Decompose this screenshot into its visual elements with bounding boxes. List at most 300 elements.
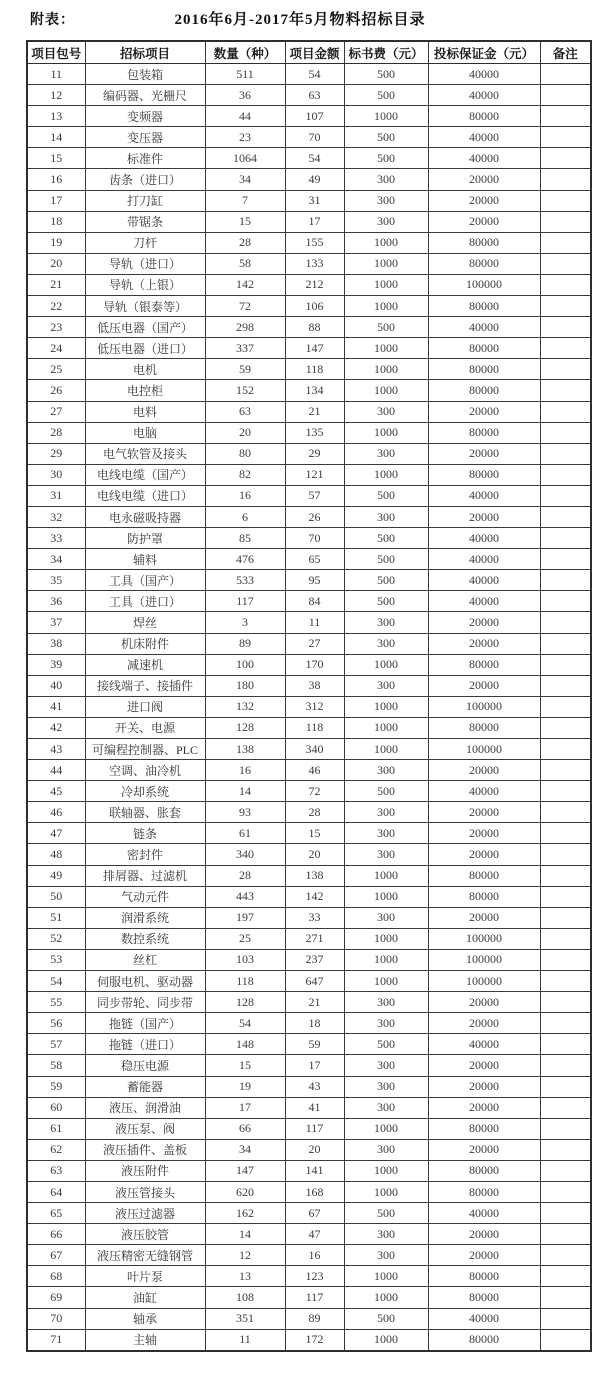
cell-quantity: 20 (205, 422, 285, 443)
cell-remark (540, 1055, 591, 1076)
cell-doc-fee: 1000 (344, 696, 428, 717)
cell-quantity: 337 (205, 338, 285, 359)
cell-remark (540, 949, 591, 970)
cell-doc-fee: 500 (344, 64, 428, 85)
table-row (27, 1118, 591, 1139)
cell-doc-fee: 300 (344, 169, 428, 190)
cell-remark (540, 190, 591, 211)
cell-doc-fee: 1000 (344, 1266, 428, 1287)
cell-project-name: 密封件 (85, 844, 205, 865)
cell-deposit: 80000 (428, 253, 540, 274)
cell-remark (540, 317, 591, 338)
cell-remark (540, 928, 591, 949)
cell-package-no: 16 (27, 169, 85, 190)
cell-package-no: 12 (27, 85, 85, 106)
cell-amount: 107 (285, 106, 344, 127)
table-row (27, 739, 591, 760)
cell-project-name: 带锯条 (85, 211, 205, 232)
cell-remark (540, 717, 591, 738)
cell-amount: 88 (285, 317, 344, 338)
cell-project-name: 数控系统 (85, 928, 205, 949)
cell-deposit: 20000 (428, 1245, 540, 1266)
cell-quantity: 533 (205, 570, 285, 591)
cell-quantity: 34 (205, 1139, 285, 1160)
table-row (27, 865, 591, 886)
cell-project-name: 主轴 (85, 1329, 205, 1351)
cell-remark (540, 654, 591, 675)
cell-quantity: 1064 (205, 148, 285, 169)
cell-remark (540, 1160, 591, 1181)
cell-doc-fee: 500 (344, 148, 428, 169)
cell-project-name: 齿条（进口） (85, 169, 205, 190)
cell-remark (540, 1013, 591, 1034)
cell-project-name: 标准件 (85, 148, 205, 169)
cell-project-name: 低压电器（进口） (85, 338, 205, 359)
table-row (27, 127, 591, 148)
cell-amount: 28 (285, 802, 344, 823)
cell-package-no: 31 (27, 485, 85, 506)
table-row (27, 907, 591, 928)
cell-deposit: 40000 (428, 570, 540, 591)
table-row (27, 1160, 591, 1181)
cell-deposit: 40000 (428, 1203, 540, 1224)
cell-package-no: 41 (27, 696, 85, 717)
cell-deposit: 20000 (428, 190, 540, 211)
cell-package-no: 50 (27, 886, 85, 907)
cell-amount: 67 (285, 1203, 344, 1224)
cell-package-no: 42 (27, 717, 85, 738)
cell-quantity: 103 (205, 949, 285, 970)
cell-project-name: 空调、油冷机 (85, 760, 205, 781)
cell-amount: 15 (285, 823, 344, 844)
cell-project-name: 变压器 (85, 127, 205, 148)
cell-package-no: 60 (27, 1097, 85, 1118)
cell-deposit: 20000 (428, 844, 540, 865)
cell-project-name: 叶片泵 (85, 1266, 205, 1287)
cell-remark (540, 422, 591, 443)
cell-deposit: 80000 (428, 380, 540, 401)
cell-remark (540, 1245, 591, 1266)
cell-remark (540, 253, 591, 274)
cell-remark (540, 760, 591, 781)
cell-project-name: 电控柜 (85, 380, 205, 401)
cell-doc-fee: 300 (344, 1245, 428, 1266)
cell-package-no: 15 (27, 148, 85, 169)
cell-deposit: 100000 (428, 971, 540, 992)
cell-amount: 70 (285, 127, 344, 148)
table-row (27, 1076, 591, 1097)
cell-quantity: 36 (205, 85, 285, 106)
cell-remark (540, 148, 591, 169)
cell-doc-fee: 1000 (344, 865, 428, 886)
cell-quantity: 63 (205, 401, 285, 422)
cell-deposit: 40000 (428, 549, 540, 570)
cell-project-name: 工具（进口） (85, 591, 205, 612)
cell-project-name: 进口阀 (85, 696, 205, 717)
cell-remark (540, 1076, 591, 1097)
cell-doc-fee: 1000 (344, 949, 428, 970)
table-row (27, 549, 591, 570)
cell-package-no: 20 (27, 253, 85, 274)
cell-project-name: 伺服电机、驱动器 (85, 971, 205, 992)
table-row (27, 1013, 591, 1034)
cell-deposit: 20000 (428, 823, 540, 844)
cell-deposit: 20000 (428, 1013, 540, 1034)
cell-quantity: 142 (205, 274, 285, 295)
cell-project-name: 开关、电源 (85, 717, 205, 738)
cell-package-no: 25 (27, 359, 85, 380)
cell-deposit: 80000 (428, 359, 540, 380)
cell-deposit: 40000 (428, 781, 540, 802)
cell-remark (540, 296, 591, 317)
cell-doc-fee: 500 (344, 127, 428, 148)
cell-package-no: 34 (27, 549, 85, 570)
cell-amount: 72 (285, 781, 344, 802)
cell-project-name: 液压附件 (85, 1160, 205, 1181)
cell-package-no: 13 (27, 106, 85, 127)
cell-quantity: 108 (205, 1287, 285, 1308)
cell-doc-fee: 1000 (344, 464, 428, 485)
cell-project-name: 导轨（银泰等） (85, 296, 205, 317)
cell-quantity: 128 (205, 992, 285, 1013)
cell-doc-fee: 300 (344, 1013, 428, 1034)
cell-deposit: 20000 (428, 675, 540, 696)
cell-quantity: 148 (205, 1034, 285, 1055)
table-row (27, 928, 591, 949)
cell-project-name: 液压插件、盖板 (85, 1139, 205, 1160)
cell-package-no: 54 (27, 971, 85, 992)
cell-quantity: 340 (205, 844, 285, 865)
cell-deposit: 40000 (428, 317, 540, 338)
col-header-doc-fee: 标书费（元） (344, 41, 428, 64)
table-row (27, 1055, 591, 1076)
cell-quantity: 28 (205, 865, 285, 886)
cell-package-no: 17 (27, 190, 85, 211)
cell-package-no: 69 (27, 1287, 85, 1308)
cell-project-name: 液压、润滑油 (85, 1097, 205, 1118)
cell-doc-fee: 500 (344, 1034, 428, 1055)
cell-doc-fee: 1000 (344, 1329, 428, 1351)
cell-remark (540, 633, 591, 654)
cell-deposit: 40000 (428, 85, 540, 106)
table-row (27, 528, 591, 549)
cell-project-name: 防护罩 (85, 528, 205, 549)
cell-remark (540, 1329, 591, 1351)
cell-doc-fee: 500 (344, 1308, 428, 1329)
cell-remark (540, 971, 591, 992)
cell-doc-fee: 500 (344, 528, 428, 549)
cell-amount: 16 (285, 1245, 344, 1266)
cell-deposit: 80000 (428, 1181, 540, 1202)
cell-amount: 155 (285, 232, 344, 253)
cell-amount: 26 (285, 506, 344, 527)
cell-quantity: 61 (205, 823, 285, 844)
cell-remark (540, 1139, 591, 1160)
cell-deposit: 40000 (428, 127, 540, 148)
table-row (27, 823, 591, 844)
cell-doc-fee: 300 (344, 443, 428, 464)
cell-amount: 46 (285, 760, 344, 781)
cell-deposit: 20000 (428, 633, 540, 654)
table-body (27, 64, 591, 1351)
table-row (27, 85, 591, 106)
table-row (27, 802, 591, 823)
cell-deposit: 20000 (428, 907, 540, 928)
cell-quantity: 152 (205, 380, 285, 401)
cell-remark (540, 506, 591, 527)
table-row (27, 971, 591, 992)
cell-doc-fee: 300 (344, 190, 428, 211)
table-row (27, 232, 591, 253)
cell-quantity: 118 (205, 971, 285, 992)
cell-amount: 237 (285, 949, 344, 970)
cell-package-no: 66 (27, 1224, 85, 1245)
cell-deposit: 80000 (428, 865, 540, 886)
cell-amount: 647 (285, 971, 344, 992)
cell-quantity: 72 (205, 296, 285, 317)
cell-doc-fee: 1000 (344, 971, 428, 992)
cell-amount: 118 (285, 717, 344, 738)
cell-remark (540, 1118, 591, 1139)
cell-project-name: 拖链（进口） (85, 1034, 205, 1055)
cell-doc-fee: 1000 (344, 1118, 428, 1139)
cell-amount: 168 (285, 1181, 344, 1202)
cell-project-name: 电机 (85, 359, 205, 380)
cell-doc-fee: 1000 (344, 296, 428, 317)
cell-doc-fee: 1000 (344, 274, 428, 295)
cell-remark (540, 64, 591, 85)
cell-doc-fee: 300 (344, 907, 428, 928)
cell-amount: 271 (285, 928, 344, 949)
cell-amount: 27 (285, 633, 344, 654)
table-row (27, 64, 591, 85)
cell-deposit: 20000 (428, 1224, 540, 1245)
table-row (27, 317, 591, 338)
cell-deposit: 40000 (428, 1034, 540, 1055)
cell-package-no: 44 (27, 760, 85, 781)
header-row (27, 41, 591, 64)
cell-deposit: 80000 (428, 422, 540, 443)
cell-amount: 142 (285, 886, 344, 907)
cell-doc-fee: 1000 (344, 1181, 428, 1202)
cell-amount: 47 (285, 1224, 344, 1245)
cell-remark (540, 169, 591, 190)
cell-deposit: 20000 (428, 802, 540, 823)
cell-doc-fee: 1000 (344, 338, 428, 359)
cell-remark (540, 823, 591, 844)
cell-package-no: 27 (27, 401, 85, 422)
table-row (27, 1266, 591, 1287)
cell-deposit: 40000 (428, 528, 540, 549)
cell-package-no: 56 (27, 1013, 85, 1034)
cell-doc-fee: 1000 (344, 1160, 428, 1181)
cell-package-no: 32 (27, 506, 85, 527)
cell-project-name: 减速机 (85, 654, 205, 675)
table-row (27, 380, 591, 401)
cell-quantity: 197 (205, 907, 285, 928)
cell-project-name: 稳压电源 (85, 1055, 205, 1076)
cell-package-no: 58 (27, 1055, 85, 1076)
cell-amount: 106 (285, 296, 344, 317)
cell-project-name: 拖链（国产） (85, 1013, 205, 1034)
cell-project-name: 电线电缆（进口） (85, 485, 205, 506)
cell-project-name: 电脑 (85, 422, 205, 443)
col-header-package-no: 项目包号 (27, 41, 85, 64)
cell-remark (540, 85, 591, 106)
cell-amount: 138 (285, 865, 344, 886)
cell-deposit: 20000 (428, 443, 540, 464)
table-row (27, 464, 591, 485)
cell-amount: 21 (285, 992, 344, 1013)
cell-deposit: 20000 (428, 506, 540, 527)
table-row (27, 591, 591, 612)
cell-project-name: 冷却系统 (85, 781, 205, 802)
cell-project-name: 链条 (85, 823, 205, 844)
cell-package-no: 11 (27, 64, 85, 85)
table-row (27, 844, 591, 865)
cell-deposit: 80000 (428, 886, 540, 907)
cell-deposit: 80000 (428, 1329, 540, 1351)
cell-remark (540, 781, 591, 802)
cell-project-name: 排屑器、过滤机 (85, 865, 205, 886)
cell-deposit: 20000 (428, 1097, 540, 1118)
cell-doc-fee: 300 (344, 992, 428, 1013)
cell-deposit: 80000 (428, 1266, 540, 1287)
table-row (27, 296, 591, 317)
cell-remark (540, 443, 591, 464)
cell-deposit: 20000 (428, 992, 540, 1013)
cell-package-no: 19 (27, 232, 85, 253)
cell-remark (540, 106, 591, 127)
cell-deposit: 100000 (428, 739, 540, 760)
cell-deposit: 80000 (428, 717, 540, 738)
cell-project-name: 液压泵、阀 (85, 1118, 205, 1139)
table-row (27, 106, 591, 127)
cell-amount: 38 (285, 675, 344, 696)
cell-remark (540, 464, 591, 485)
table-row (27, 401, 591, 422)
cell-quantity: 17 (205, 1097, 285, 1118)
cell-deposit: 100000 (428, 274, 540, 295)
cell-amount: 17 (285, 1055, 344, 1076)
cell-quantity: 66 (205, 1118, 285, 1139)
cell-deposit: 100000 (428, 949, 540, 970)
table-row (27, 654, 591, 675)
table-row (27, 274, 591, 295)
cell-package-no: 64 (27, 1181, 85, 1202)
cell-amount: 141 (285, 1160, 344, 1181)
cell-remark (540, 549, 591, 570)
cell-doc-fee: 300 (344, 1139, 428, 1160)
cell-quantity: 100 (205, 654, 285, 675)
cell-project-name: 同步带轮、同步带 (85, 992, 205, 1013)
cell-doc-fee: 300 (344, 633, 428, 654)
cell-quantity: 59 (205, 359, 285, 380)
cell-remark (540, 802, 591, 823)
cell-project-name: 机床附件 (85, 633, 205, 654)
cell-project-name: 液压精密无缝钢管 (85, 1245, 205, 1266)
cell-deposit: 20000 (428, 612, 540, 633)
cell-package-no: 49 (27, 865, 85, 886)
cell-amount: 54 (285, 148, 344, 169)
cell-amount: 134 (285, 380, 344, 401)
cell-quantity: 147 (205, 1160, 285, 1181)
cell-package-no: 53 (27, 949, 85, 970)
table-row (27, 443, 591, 464)
cell-deposit: 80000 (428, 1160, 540, 1181)
cell-deposit: 80000 (428, 106, 540, 127)
cell-project-name: 可编程控制器、PLC (85, 739, 205, 760)
cell-amount: 172 (285, 1329, 344, 1351)
cell-remark (540, 211, 591, 232)
cell-package-no: 63 (27, 1160, 85, 1181)
cell-quantity: 82 (205, 464, 285, 485)
cell-quantity: 58 (205, 253, 285, 274)
cell-project-name: 液压管接头 (85, 1181, 205, 1202)
cell-package-no: 68 (27, 1266, 85, 1287)
cell-quantity: 14 (205, 781, 285, 802)
cell-doc-fee: 1000 (344, 359, 428, 380)
cell-deposit: 80000 (428, 296, 540, 317)
table-row (27, 1181, 591, 1202)
cell-amount: 121 (285, 464, 344, 485)
cell-package-no: 18 (27, 211, 85, 232)
cell-amount: 70 (285, 528, 344, 549)
cell-remark (540, 1181, 591, 1202)
cell-package-no: 51 (27, 907, 85, 928)
cell-amount: 49 (285, 169, 344, 190)
cell-quantity: 16 (205, 760, 285, 781)
cell-remark (540, 992, 591, 1013)
cell-quantity: 128 (205, 717, 285, 738)
col-header-deposit: 投标保证金（元） (428, 41, 540, 64)
cell-project-name: 轴承 (85, 1308, 205, 1329)
cell-doc-fee: 1000 (344, 717, 428, 738)
cell-remark (540, 1034, 591, 1055)
cell-remark (540, 485, 591, 506)
cell-doc-fee: 1000 (344, 253, 428, 274)
table-row (27, 992, 591, 1013)
table-row (27, 886, 591, 907)
table-row (27, 1287, 591, 1308)
cell-remark (540, 1287, 591, 1308)
table-row (27, 148, 591, 169)
cell-deposit: 40000 (428, 148, 540, 169)
cell-remark (540, 591, 591, 612)
cell-quantity: 117 (205, 591, 285, 612)
table-row (27, 1139, 591, 1160)
table-row (27, 422, 591, 443)
cell-project-name: 液压过滤器 (85, 1203, 205, 1224)
cell-project-name: 包装箱 (85, 64, 205, 85)
table-header (27, 41, 591, 64)
cell-remark (540, 127, 591, 148)
cell-project-name: 刀杆 (85, 232, 205, 253)
cell-amount: 170 (285, 654, 344, 675)
table-row (27, 169, 591, 190)
table-row (27, 1034, 591, 1055)
cell-project-name: 液压胶管 (85, 1224, 205, 1245)
cell-quantity: 443 (205, 886, 285, 907)
cell-doc-fee: 1000 (344, 1287, 428, 1308)
cell-quantity: 7 (205, 190, 285, 211)
cell-project-name: 编码器、光栅尺 (85, 85, 205, 106)
table-row (27, 1224, 591, 1245)
cell-quantity: 132 (205, 696, 285, 717)
cell-amount: 133 (285, 253, 344, 274)
cell-doc-fee: 300 (344, 1224, 428, 1245)
cell-project-name: 联轴器、胀套 (85, 802, 205, 823)
